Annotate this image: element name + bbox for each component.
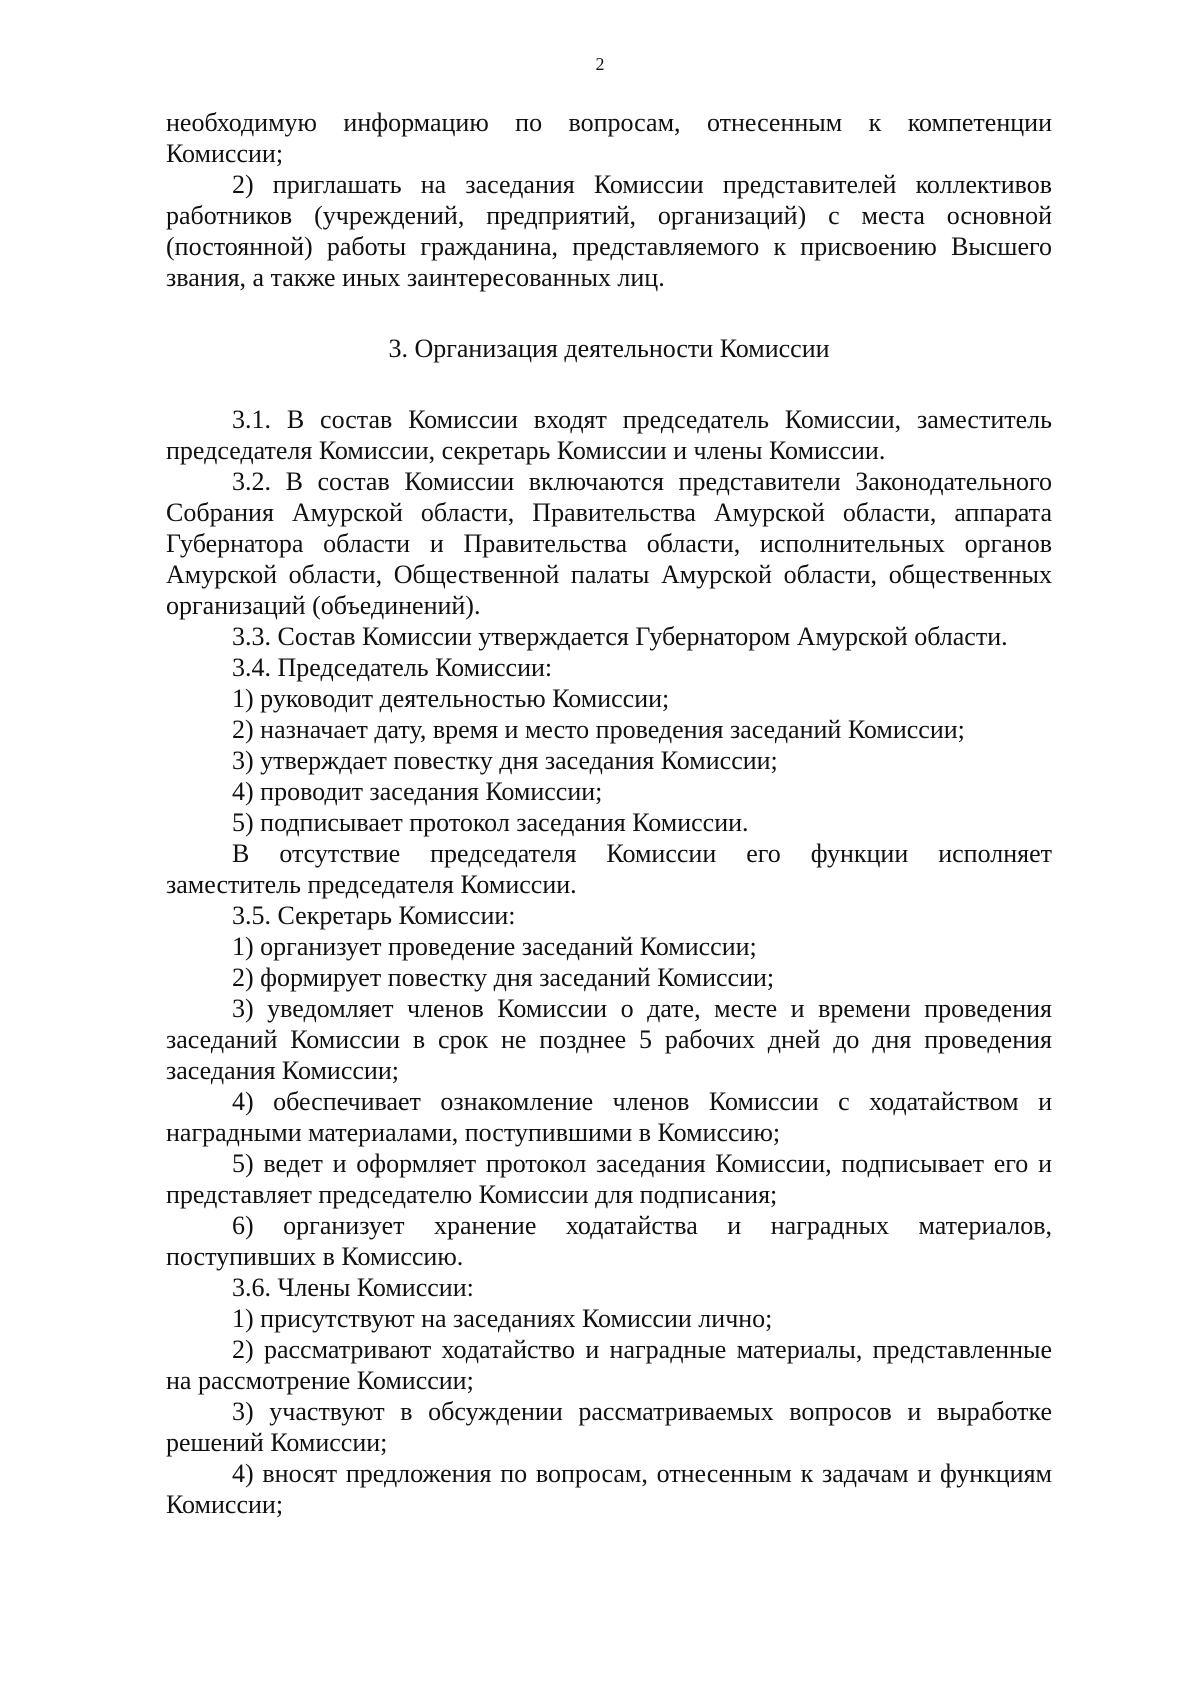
section-paragraph: 3.1. В состав Комиссии входят председатель Комиссии, заместитель председателя Комиссии, секретарь Комиссии и члены Комиссии. bbox=[166, 405, 1052, 465]
section-paragraph: 1) присутствуют на заседаниях Комиссии лично; bbox=[232, 1304, 773, 1333]
section-paragraph: 3.2. В состав Комиссии включаются представители Законодательного Собрания Амурской области, Правительства Амурской области, аппарата Губернатора области и Правительства области, исполнительных органов Амурской области, Общественной палаты Амурской области, общественных организаций (объединений). bbox=[166, 467, 1052, 620]
intro-paragraphs bbox=[166, 107, 1052, 293]
section-paragraph: 3.4. Председатель Комиссии: bbox=[232, 653, 553, 682]
section-paragraph: 6) организует хранение ходатайства и наградных материалов, поступивших в Комиссию. bbox=[166, 1211, 1052, 1271]
section-paragraph: 3.3. Состав Комиссии утверждается Губернатором Амурской области. bbox=[232, 622, 1008, 651]
section-paragraph: В отсутствие председателя Комиссии его функции исполняет заместитель председателя Комиссии. bbox=[166, 839, 1052, 899]
section-paragraph: 3) утверждает повестку дня заседания Комиссии; bbox=[232, 746, 778, 775]
section-paragraph: 2) рассматривают ходатайство и наградные материалы, представленные на рассмотрение Комиссии; bbox=[166, 1335, 1052, 1395]
section-paragraph: 3) участвуют в обсуждении рассматриваемых вопросов и выработке решений Комиссии; bbox=[166, 1397, 1052, 1457]
section-paragraph: 3.6. Члены Комиссии: bbox=[232, 1273, 474, 1302]
section-paragraph: 3.5. Секретарь Комиссии: bbox=[232, 901, 516, 930]
section-paragraphs bbox=[166, 404, 1052, 1520]
section-paragraph: 5) ведет и оформляет протокол заседания Комиссии, подписывает его и представляет председателю Комиссии для подписания; bbox=[166, 1149, 1052, 1209]
section-paragraph: 4) обеспечивает ознакомление членов Комиссии с ходатайством и наградными материалами, поступившими в Комиссию; bbox=[166, 1087, 1052, 1147]
intro-paragraph: 2) приглашать на заседания Комиссии представителей коллективов работников (учреждений, предприятий, организаций) с места основной (постоянной) работы гражданина, представляемого к присвоению Высшего звания, а также иных заинтересованных лиц. bbox=[166, 170, 1052, 292]
section-paragraph: 3) уведомляет членов Комиссии о дате, месте и времени проведения заседаний Комиссии в срок не позднее 5 рабочих дней до дня проведения заседания Комиссии; bbox=[166, 994, 1052, 1085]
section-paragraph: 2) формирует повестку дня заседаний Комиссии; bbox=[232, 963, 775, 992]
section-paragraph: 5) подписывает протокол заседания Комиссии. bbox=[232, 808, 749, 837]
section-paragraph: 4) проводит заседания Комиссии; bbox=[232, 777, 603, 806]
intro-paragraph: необходимую информацию по вопросам, отнесенным к компетенции Комиссии; bbox=[166, 108, 1052, 168]
document-body bbox=[166, 107, 1052, 1520]
section-paragraph: 1) руководит деятельностью Комиссии; bbox=[232, 684, 670, 713]
section-heading: 3. Организация деятельности Комиссии bbox=[388, 334, 830, 363]
section-paragraph: 1) организует проведение заседаний Комиссии; bbox=[232, 932, 757, 961]
section-paragraph: 4) вносят предложения по вопросам, отнесенным к задачам и функциям Комиссии; bbox=[166, 1459, 1052, 1519]
page-number: 2 bbox=[595, 54, 605, 74]
section-paragraph: 2) назначает дату, время и место проведения заседаний Комиссии; bbox=[232, 715, 965, 744]
